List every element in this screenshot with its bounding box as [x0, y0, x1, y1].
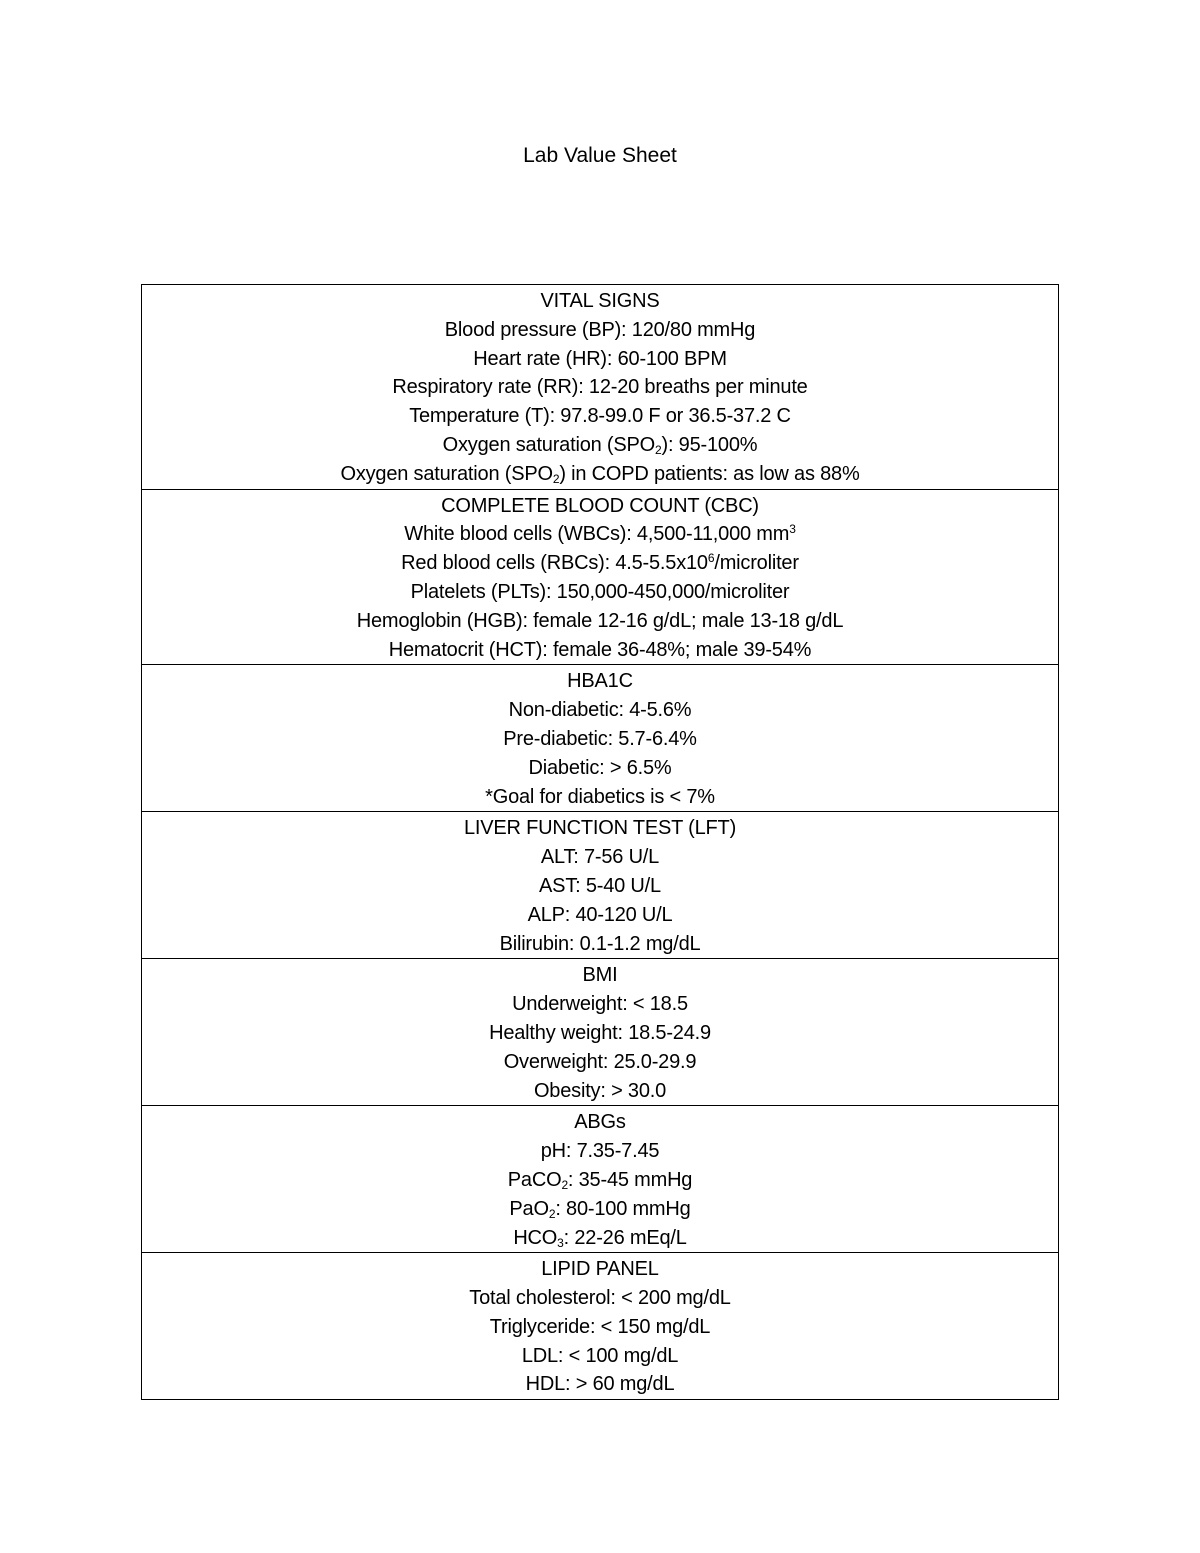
value-text: Non-diabetic: 4-5.6%: [508, 699, 692, 722]
value-text: Respiratory rate (RR): 12-20 breaths per minute: [392, 376, 808, 399]
section-heading: HBA1C: [567, 670, 633, 693]
value-text: /microliter: [714, 552, 799, 575]
lab-value-line: [142, 1370, 1058, 1399]
lab-value-line: [142, 431, 1058, 460]
section-heading: ABGs: [574, 1111, 626, 1134]
value-text: AST: 5-40 U/L: [539, 874, 661, 897]
value-text: Total cholesterol: < 200 mg/dL: [469, 1287, 731, 1310]
value-text: Platelets (PLTs): 150,000-450,000/microliter: [410, 580, 790, 603]
lab-value-line: [142, 402, 1058, 431]
lab-value-line: [142, 990, 1058, 1019]
section-heading: LIVER FUNCTION TEST (LFT): [463, 817, 737, 840]
lab-value-line: [142, 345, 1058, 374]
lab-value-line: [142, 843, 1058, 872]
value-text: Overweight: 25.0-29.9: [503, 1050, 697, 1073]
section-heading: BMI: [582, 964, 618, 987]
value-text: PaCO: [507, 1168, 562, 1191]
value-text: : 22-26 mEq/L: [563, 1226, 687, 1249]
value-text: Red blood cells (RBCs): 4.5-5.5x10: [401, 552, 708, 575]
lab-value-line: [142, 1195, 1058, 1224]
value-text: Healthy weight: 18.5-24.9: [489, 1021, 711, 1044]
value-text: Pre-diabetic: 5.7-6.4%: [503, 727, 697, 750]
lab-value-line: [142, 1077, 1058, 1106]
lab-value-line: [142, 901, 1058, 930]
value-text: HCO: [513, 1226, 558, 1249]
lab-value-line: [142, 607, 1058, 636]
table-section: [142, 1106, 1058, 1253]
lab-value-line: [142, 578, 1058, 607]
value-text: HDL: > 60 mg/dL: [525, 1373, 675, 1396]
lab-value-line: [142, 373, 1058, 402]
lab-value-line: [142, 1166, 1058, 1195]
lab-value-line: [142, 636, 1058, 665]
value-text: PaO: [509, 1197, 549, 1220]
lab-value-line: [142, 872, 1058, 901]
lab-value-line: [142, 1048, 1058, 1077]
value-text: Hematocrit (HCT): female 36-48%; male 39-54%: [388, 638, 812, 661]
value-text: ) in COPD patients: as low as 88%: [559, 462, 860, 485]
value-text: Triglyceride: < 150 mg/dL: [489, 1315, 711, 1338]
value-text: White blood cells (WBCs): 4,500-11,000 mm: [404, 523, 790, 546]
lab-value-line: [142, 549, 1058, 578]
table-section: [142, 812, 1058, 959]
table-section: [142, 665, 1058, 812]
value-text: ALT: 7-56 U/L: [540, 846, 660, 869]
value-text: pH: 7.35-7.45: [540, 1140, 660, 1163]
value-text: : 80-100 mmHg: [555, 1197, 691, 1220]
table-section: [142, 959, 1058, 1106]
lab-value-line: [142, 460, 1058, 489]
lab-value-line: [142, 754, 1058, 783]
value-text: Underweight: < 18.5: [512, 993, 688, 1016]
supscript-text: 6: [707, 551, 715, 566]
lab-value-line: [142, 783, 1058, 812]
lab-value-table: [141, 284, 1059, 1400]
table-section: [142, 1253, 1058, 1400]
value-text: *Goal for diabetics is < 7%: [485, 785, 715, 808]
value-text: Hemoglobin (HGB): female 12-16 g/dL; male 13-18 g/dL: [356, 609, 844, 632]
lab-value-line: [142, 1224, 1058, 1253]
subscript-text: 2: [552, 471, 560, 486]
value-text: Oxygen saturation (SPO: [442, 433, 656, 456]
lab-value-line: [142, 1313, 1058, 1342]
subscript-text: 2: [561, 1177, 568, 1192]
lab-value-line: [142, 1137, 1058, 1166]
lab-value-line: [142, 1342, 1058, 1371]
section-heading: VITAL SIGNS: [540, 290, 660, 312]
lab-value-line: [142, 725, 1058, 754]
value-text: Diabetic: > 6.5%: [528, 756, 672, 779]
value-text: Blood pressure (BP): 120/80 mmHg: [444, 318, 756, 341]
value-text: ALP: 40-120 U/L: [527, 903, 673, 926]
section-heading: COMPLETE BLOOD COUNT (CBC): [441, 494, 759, 517]
subscript-text: 3: [557, 1235, 564, 1250]
value-text: Obesity: > 30.0: [533, 1079, 667, 1102]
value-text: Heart rate (HR): 60-100 BPM: [473, 347, 727, 370]
lab-value-line: [142, 520, 1058, 549]
lab-value-line: [142, 1019, 1058, 1048]
lab-value-line: [142, 1284, 1058, 1313]
value-text: Oxygen saturation (SPO: [340, 462, 553, 485]
value-text: Temperature (T): 97.8-99.0 F or 36.5-37.2 C: [409, 405, 791, 428]
subscript-text: 2: [655, 442, 662, 457]
table-section: [142, 285, 1058, 490]
lab-value-line: [142, 930, 1058, 959]
value-text: ): 95-100%: [661, 433, 758, 456]
value-text: LDL: < 100 mg/dL: [521, 1344, 679, 1367]
section-heading: LIPID PANEL: [541, 1258, 659, 1281]
table-section: [142, 490, 1058, 666]
lab-value-line: [142, 696, 1058, 725]
supscript-text: 3: [789, 522, 796, 537]
value-text: Bilirubin: 0.1-1.2 mg/dL: [499, 932, 701, 955]
lab-value-line: [142, 316, 1058, 345]
page-title: Lab Value Sheet: [523, 144, 677, 167]
subscript-text: 2: [548, 1206, 556, 1221]
value-text: : 35-45 mmHg: [567, 1168, 693, 1191]
